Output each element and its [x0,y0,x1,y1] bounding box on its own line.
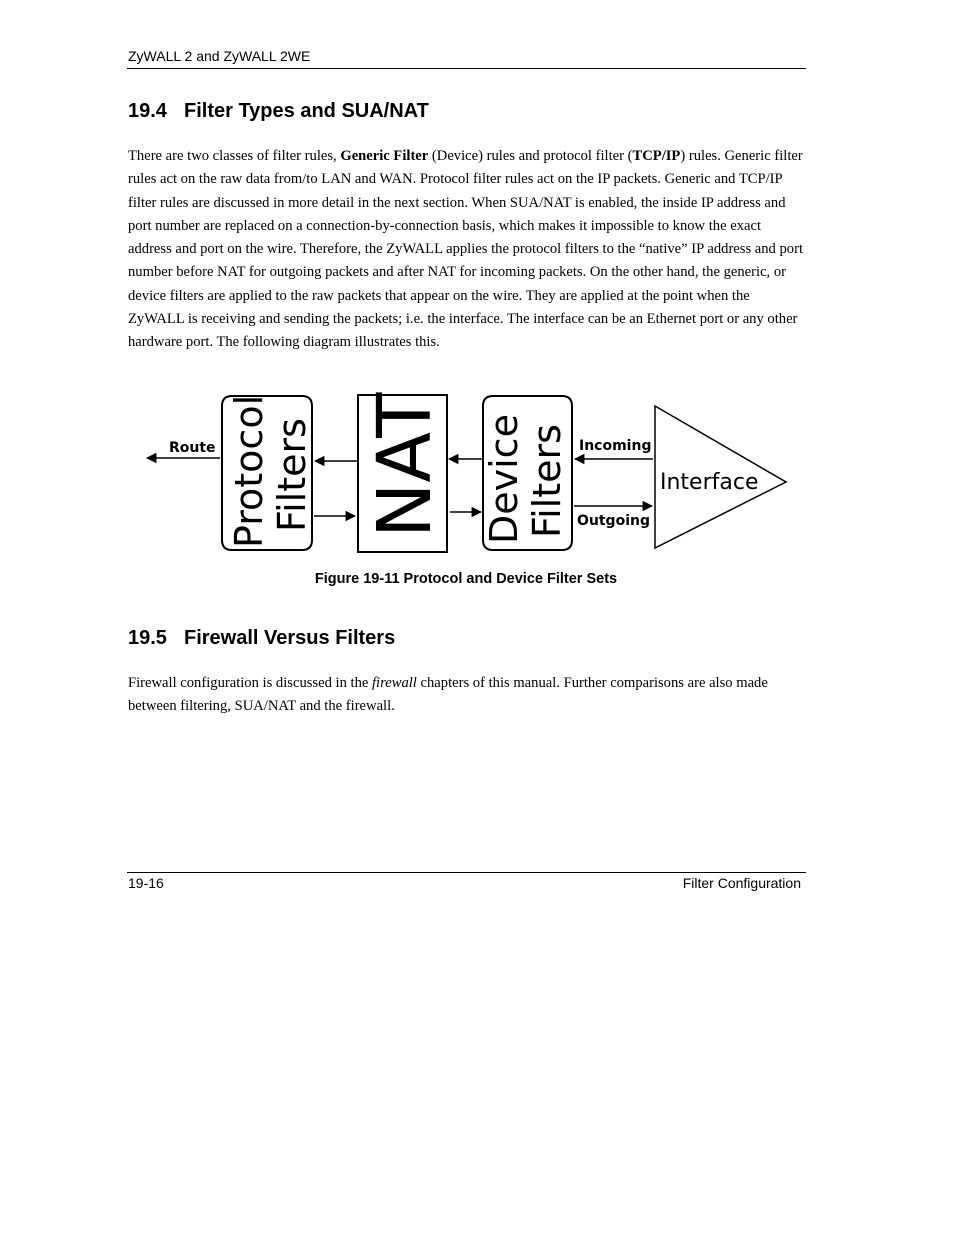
para-text: Firewall configuration is discussed in the [128,675,372,691]
section-title: Filter Types and SUA/NAT [184,100,429,122]
device-filters-label-line2: Filters [525,424,569,538]
incoming-label: Incoming [579,438,652,454]
nat-label: NAT [362,392,448,538]
section-heading-19-4 [128,100,429,123]
protocol-filters-label-line2: Filters [270,418,314,532]
outgoing-label: Outgoing [577,513,650,529]
filter-types-paragraph [128,145,804,355]
tcp-ip-term: TCP/IP [632,148,681,164]
section-number: 19.4 [128,100,167,122]
firewall-term: firewall [372,675,417,691]
protocol-filters-label-line1: Protocol [227,394,271,548]
chapter-title: Filter Configuration [682,875,801,891]
header-rule [127,68,806,69]
interface-label: Interface [660,470,759,495]
device-filters-label-line1: Device [482,414,526,544]
para-text: There are two classes of filter rules, [128,148,341,164]
figure-caption: Figure 19-11 Protocol and Device Filter Sets [314,571,618,587]
running-header: ZyWALL 2 and ZyWALL 2WE [128,48,311,64]
generic-filter-term: Generic Filter [340,148,429,164]
route-label: Route [169,440,216,456]
para-text: (Device) rules and protocol filter ( [428,148,633,164]
section-heading-19-5 [128,627,395,650]
para-text: ) rules. Generic filter rules act on the raw data from/to LAN and WAN. Protocol filter rules act on the IP packets. Generic and TCP/IP filter rules are discussed in more detail in the next section. When SUA/NAT is enabled, the inside IP address and port number are replaced on a connection-by-connection basis, which makes it impossible to know the exact address and port on the wire. Therefore, the ZyWALL applies the protocol filters to the “native” IP address and port number before NAT for outgoing packets and after NAT for incoming packets. On the other hand, the generic, or device filters are applied to the raw packets that appear on the wire. They are applied at the point when the ZyWALL is receiving and sending the packets; i.e. the interface. The interface can be an Ethernet port or any other hardware port. The following diagram illustrates this. [128,148,804,351]
para-text: chapters of this manual. Further comparisons are also made between filtering, SUA/NAT and the firewall. [128,675,768,715]
firewall-paragraph [128,672,804,719]
footer-rule [127,872,806,873]
section-number: 19.5 [128,627,167,649]
section-title: Firewall Versus Filters [184,627,396,649]
page-number: 19-16 [128,875,164,891]
filter-sets-diagram [0,390,954,560]
